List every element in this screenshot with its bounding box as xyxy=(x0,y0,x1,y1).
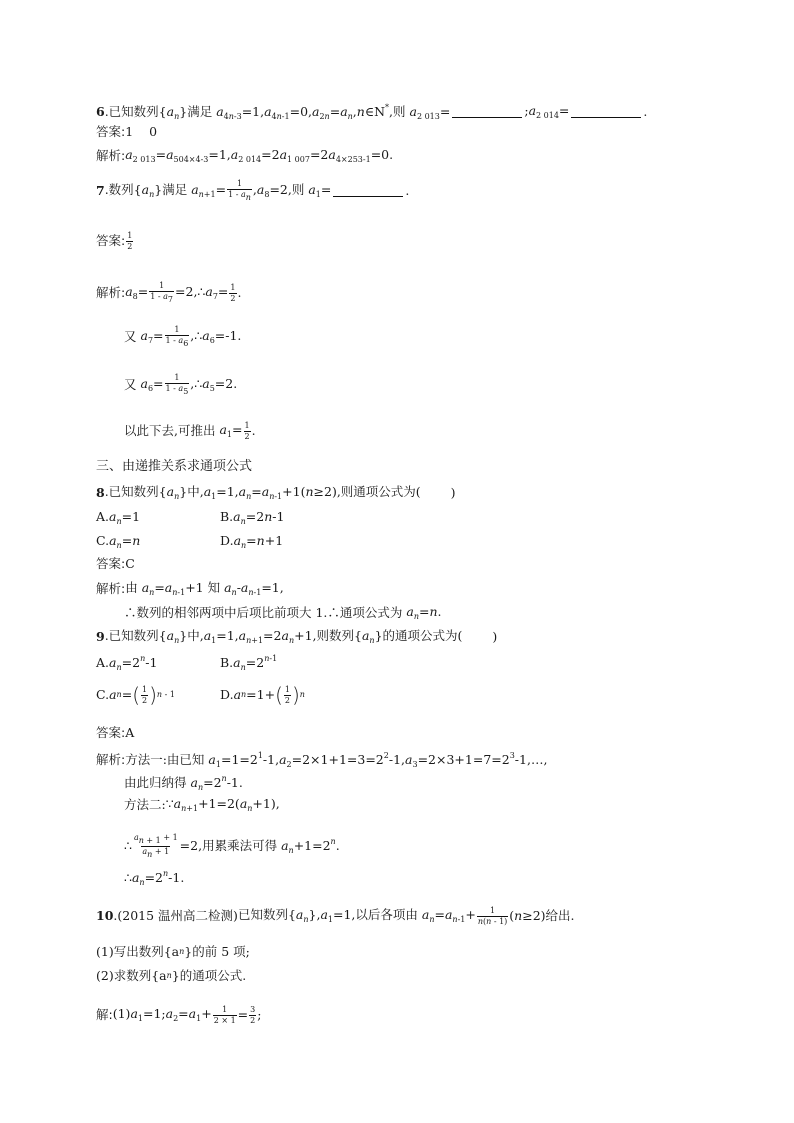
q6-answer-value: 1 0 xyxy=(125,124,158,139)
q6-blank-2[interactable] xyxy=(571,107,641,118)
q8-options-row2 xyxy=(96,535,396,550)
q10-solution: 解: $(1)a_1=1;a_2=a_1+$ $\frac{1}{2 \times 1}$ = $\frac{3}{2}$ ; xyxy=(96,1005,262,1025)
q6-stem: 6 .已知数列$\{a_n\}$满足 $a_{4n-3}=1,a_{4n-1}=0,a_{2n}=a_n,n\in N^*$,则 $a_{2 013}=$ $;a_{2 014}=$ . xyxy=(96,103,648,121)
q7-solution-4: 以此下去,可推出 $a_1=$ $\frac{1}{2}$ . xyxy=(124,421,256,441)
q8-solution-1: 解析: 由 $a_n=a_{n-1}+1$ 知 $a_n-a_{n-1}=1$, xyxy=(96,580,284,597)
q8-option-b[interactable]: $B.a_n=2n-1$ xyxy=(220,509,285,526)
q8-answer: 答案: C xyxy=(96,556,135,571)
q9-option-b[interactable]: $B.a_n=2^{n-1}$ xyxy=(220,654,278,672)
q8-solution-2: ∴数列的相邻两项中后项比前项大 1.∴通项公式为 $a_n=n$. xyxy=(124,604,442,621)
q9-solution-1: 解析: 方法一:由已知 $a_1=1=2^1-1,a_2=2\times 1+1=3=2^2-1,a_3=2\times 3+1=7=2^3-1,\dots$, xyxy=(96,751,548,769)
q8-option-a[interactable]: $A.a_n=1$ xyxy=(96,509,141,526)
q8-option-c[interactable]: $C.a_n=n$ xyxy=(96,533,141,550)
q6-solution: 解析: $a_{2 013}=a_{504\times 4-3}=1,a_{2 014}=2a_{1 007}=2a_{4\times 253-1}=0$. xyxy=(96,147,394,164)
q7-solution-3: 又 $a_6=$ $\frac{1}{1 - a5}$ $,\therefore a_5=2$. xyxy=(124,373,238,396)
q9-solution-2: 由此归纳得 $a_n=2^n-1$. xyxy=(124,774,243,792)
q10-sub1: (1)写出数列{a n }的前 5 项; xyxy=(96,944,250,959)
q9-options-row2 xyxy=(96,685,416,705)
q7-blank[interactable] xyxy=(333,186,403,197)
q6-blank-1[interactable] xyxy=(452,107,522,118)
section-heading: 三、由递推关系求通项公式 xyxy=(96,459,253,474)
q9-option-a[interactable]: $A.a_n=2^n-1$ xyxy=(96,654,158,672)
q9-options-row1 xyxy=(96,655,396,672)
q9-option-c[interactable]: C. a n = ( $\frac{1}{2}$ ) n - 1 xyxy=(96,683,175,707)
q9-option-d[interactable]: D. a n =1+ ( $\frac{1}{2}$ ) n xyxy=(220,683,305,707)
q9-answer: 答案: A xyxy=(96,725,135,740)
q6-number: 6 xyxy=(96,104,105,120)
q7-solution-2: 又 $a_7=$ $\frac{1}{1 - a6}$ $,\therefore a_6=-1$. xyxy=(124,325,242,348)
q6-answer: 答案: 1 0 xyxy=(96,124,158,139)
q8-options-row1 xyxy=(96,511,396,526)
q7-answer: 答案: $\frac{1}{2}$ xyxy=(96,231,133,251)
q9-solution-3: 方法二: $\because a_{n+1}+1=2(a_n+1)$, xyxy=(124,796,280,813)
q8-stem: 8 .已知数列$\{a_n\}$中$,a_1=1,a_n=a_{n-1}+1(n\ge 2)$,则通项公式为( ) xyxy=(96,484,456,501)
q10-stem: 10 . (2015 温州高二检测) 已知数列$\{a_n\},a_1=1$,以后各项由 $a_n=a_{n-1}+$ $\frac{1}{n(n - 1)}$ (n≥2)给出. xyxy=(96,906,575,926)
q9-solution-5: $\therefore a_n=2^n-1$. xyxy=(124,869,185,887)
q8-option-d[interactable]: $D.a_n=n+1$ xyxy=(220,533,284,550)
q10-sub2: (2)求数列{a n }的通项公式. xyxy=(96,968,247,983)
q9-stem: 9 .已知数列$\{a_n\}$中$,a_1=1,a_{n+1}=2a_n+1$,则数列$\{a_n\}$的通项公式为( ) xyxy=(96,628,498,645)
q9-solution-4: ∴ $\frac{an + 1 + 1}{an + 1}$ =2 ,用累乘法可得 $a_n+1=2^n$. xyxy=(124,833,340,859)
q7-stem: 7 .数列$\{a_n\}$满足 $a_{n+1}=$ $\frac{1}{1 - an}$ $,a_8=2$,则 $a_1=$ . xyxy=(96,179,410,202)
q10-source: (2015 温州高二检测) xyxy=(117,908,238,924)
q7-solution-1: 解析: $a_8=$ $\frac{1}{1 - a7}$ $=2,\therefore a_7=$ $\frac{1}{2}$ . xyxy=(96,281,242,304)
